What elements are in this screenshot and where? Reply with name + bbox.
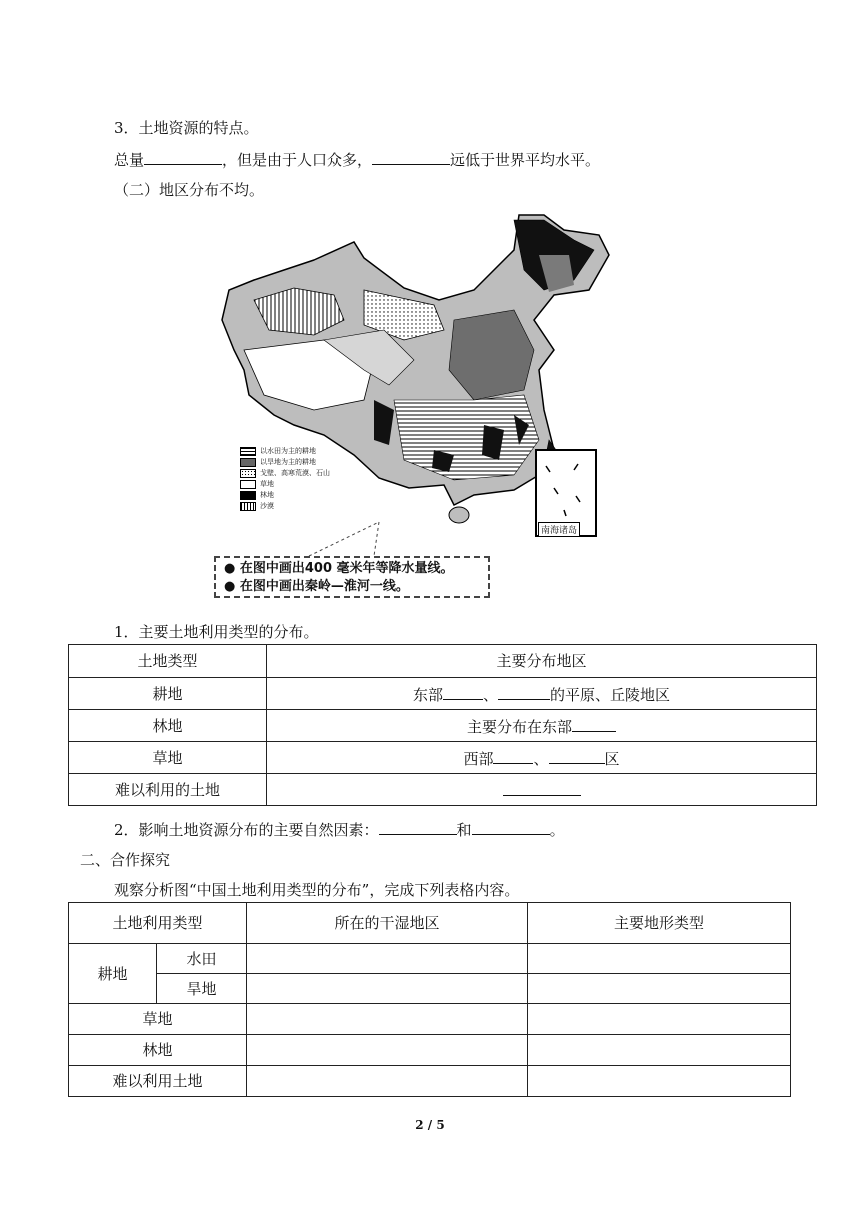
- sentence-prefix: 总量: [114, 151, 145, 169]
- blank-factor-2[interactable]: [472, 818, 550, 835]
- table2-grassland: 草地: [69, 1004, 247, 1035]
- legend-desert: 沙漠: [240, 501, 274, 511]
- table2-grassland-moisture[interactable]: [247, 1004, 528, 1035]
- part2-title: 二、合作探究: [80, 851, 171, 869]
- callout-pointer-right: [374, 522, 379, 556]
- sentence-suffix: 远低于世界平均水平。: [450, 151, 601, 169]
- table1-cell-grass: 西部 、 区: [267, 742, 817, 774]
- table2-cropland: 耕地: [69, 944, 157, 1004]
- legend-grassland: 草地: [240, 479, 274, 489]
- blank-cropland-1[interactable]: [443, 683, 483, 700]
- table2-dryland-moisture[interactable]: [247, 974, 528, 1004]
- china-map-svg: [214, 210, 610, 602]
- blank-unusable[interactable]: [503, 779, 581, 796]
- sentence-mid: ，但是由于人口众多，: [222, 151, 373, 169]
- table2-forest-moisture[interactable]: [247, 1035, 528, 1066]
- land-type-distribution-table: [68, 644, 817, 806]
- callout-pointer-left: [309, 522, 379, 556]
- table1-cell-unusable: [267, 774, 817, 806]
- blank-forest[interactable]: [572, 715, 616, 732]
- subsection2-title: （二）地区分布不均。: [114, 181, 265, 199]
- table2-header-landform: 主要地形类型: [528, 903, 791, 944]
- table2-header-moisture: 所在的干湿地区: [247, 903, 528, 944]
- page-number: 2 / 5: [415, 1118, 445, 1132]
- blank-total[interactable]: [144, 148, 222, 165]
- table2-paddy: 水田: [157, 944, 247, 974]
- table2-dryland-landform[interactable]: [528, 974, 791, 1004]
- blank-grass-1[interactable]: [493, 747, 533, 764]
- table2-header-type: 土地利用类型: [69, 903, 247, 944]
- legend-swatch-hlines: [240, 447, 256, 456]
- table1-row-cropland: 耕地: [69, 678, 267, 710]
- callout-line-2: ● 在图中画出秦岭—淮河一线。: [224, 579, 409, 594]
- table1-row-forest: 林地: [69, 710, 267, 742]
- blank-grass-2[interactable]: [549, 747, 605, 764]
- section3-sentence: [114, 148, 600, 170]
- legend-swatch-dots: [240, 469, 256, 478]
- table1-header-type: 土地类型: [69, 645, 267, 678]
- legend-gobi: 戈壁、高寒荒漠、石山: [240, 468, 330, 478]
- blank-cropland-2[interactable]: [498, 683, 550, 700]
- table1-header-region: 主要分布地区: [267, 645, 817, 678]
- table2-unusable-landform[interactable]: [528, 1066, 791, 1097]
- legend-forest: 林地: [240, 490, 274, 500]
- item1-title: 1．主要土地利用类型的分布。: [114, 623, 319, 641]
- legend-swatch-white: [240, 480, 256, 489]
- legend-swatch-vlines: [240, 502, 256, 511]
- table1-cell-cropland: 东部 、 的平原、丘陵地区: [267, 678, 817, 710]
- table2-paddy-moisture[interactable]: [247, 944, 528, 974]
- section3-title: 3．土地资源的特点。: [114, 119, 259, 137]
- table2-grassland-landform[interactable]: [528, 1004, 791, 1035]
- table1-row-grass: 草地: [69, 742, 267, 774]
- table2-paddy-landform[interactable]: [528, 944, 791, 974]
- table2-dryland: 旱地: [157, 974, 247, 1004]
- table2-unusable: 难以利用土地: [69, 1066, 247, 1097]
- table1-cell-forest: 主要分布在东部: [267, 710, 817, 742]
- map-task-callout: [214, 556, 490, 598]
- part2-instruction: 观察分析图“中国土地利用类型的分布”，完成下列表格内容。: [114, 881, 520, 899]
- china-land-use-map: [214, 210, 610, 602]
- table2-forest: 林地: [69, 1035, 247, 1066]
- blank-per-capita[interactable]: [372, 148, 450, 165]
- legend-paddy: 以水田为主的耕地: [240, 446, 316, 456]
- south-sea-label: 南海诸岛: [538, 522, 580, 537]
- legend-swatch-black: [240, 491, 256, 500]
- table1-row-unusable: 难以利用的土地: [69, 774, 267, 806]
- table2-forest-landform[interactable]: [528, 1035, 791, 1066]
- blank-factor-1[interactable]: [379, 818, 457, 835]
- hainan-island: [449, 507, 469, 523]
- land-use-analysis-table: [68, 902, 791, 1097]
- legend-dryland: 以旱地为主的耕地: [240, 457, 316, 467]
- callout-line-1: ● 在图中画出400 毫米年等降水量线。: [224, 561, 454, 576]
- item2-line: 2．影响土地资源分布的主要自然因素： 和 。: [114, 818, 565, 840]
- table2-unusable-moisture[interactable]: [247, 1066, 528, 1097]
- legend-swatch-dark: [240, 458, 256, 467]
